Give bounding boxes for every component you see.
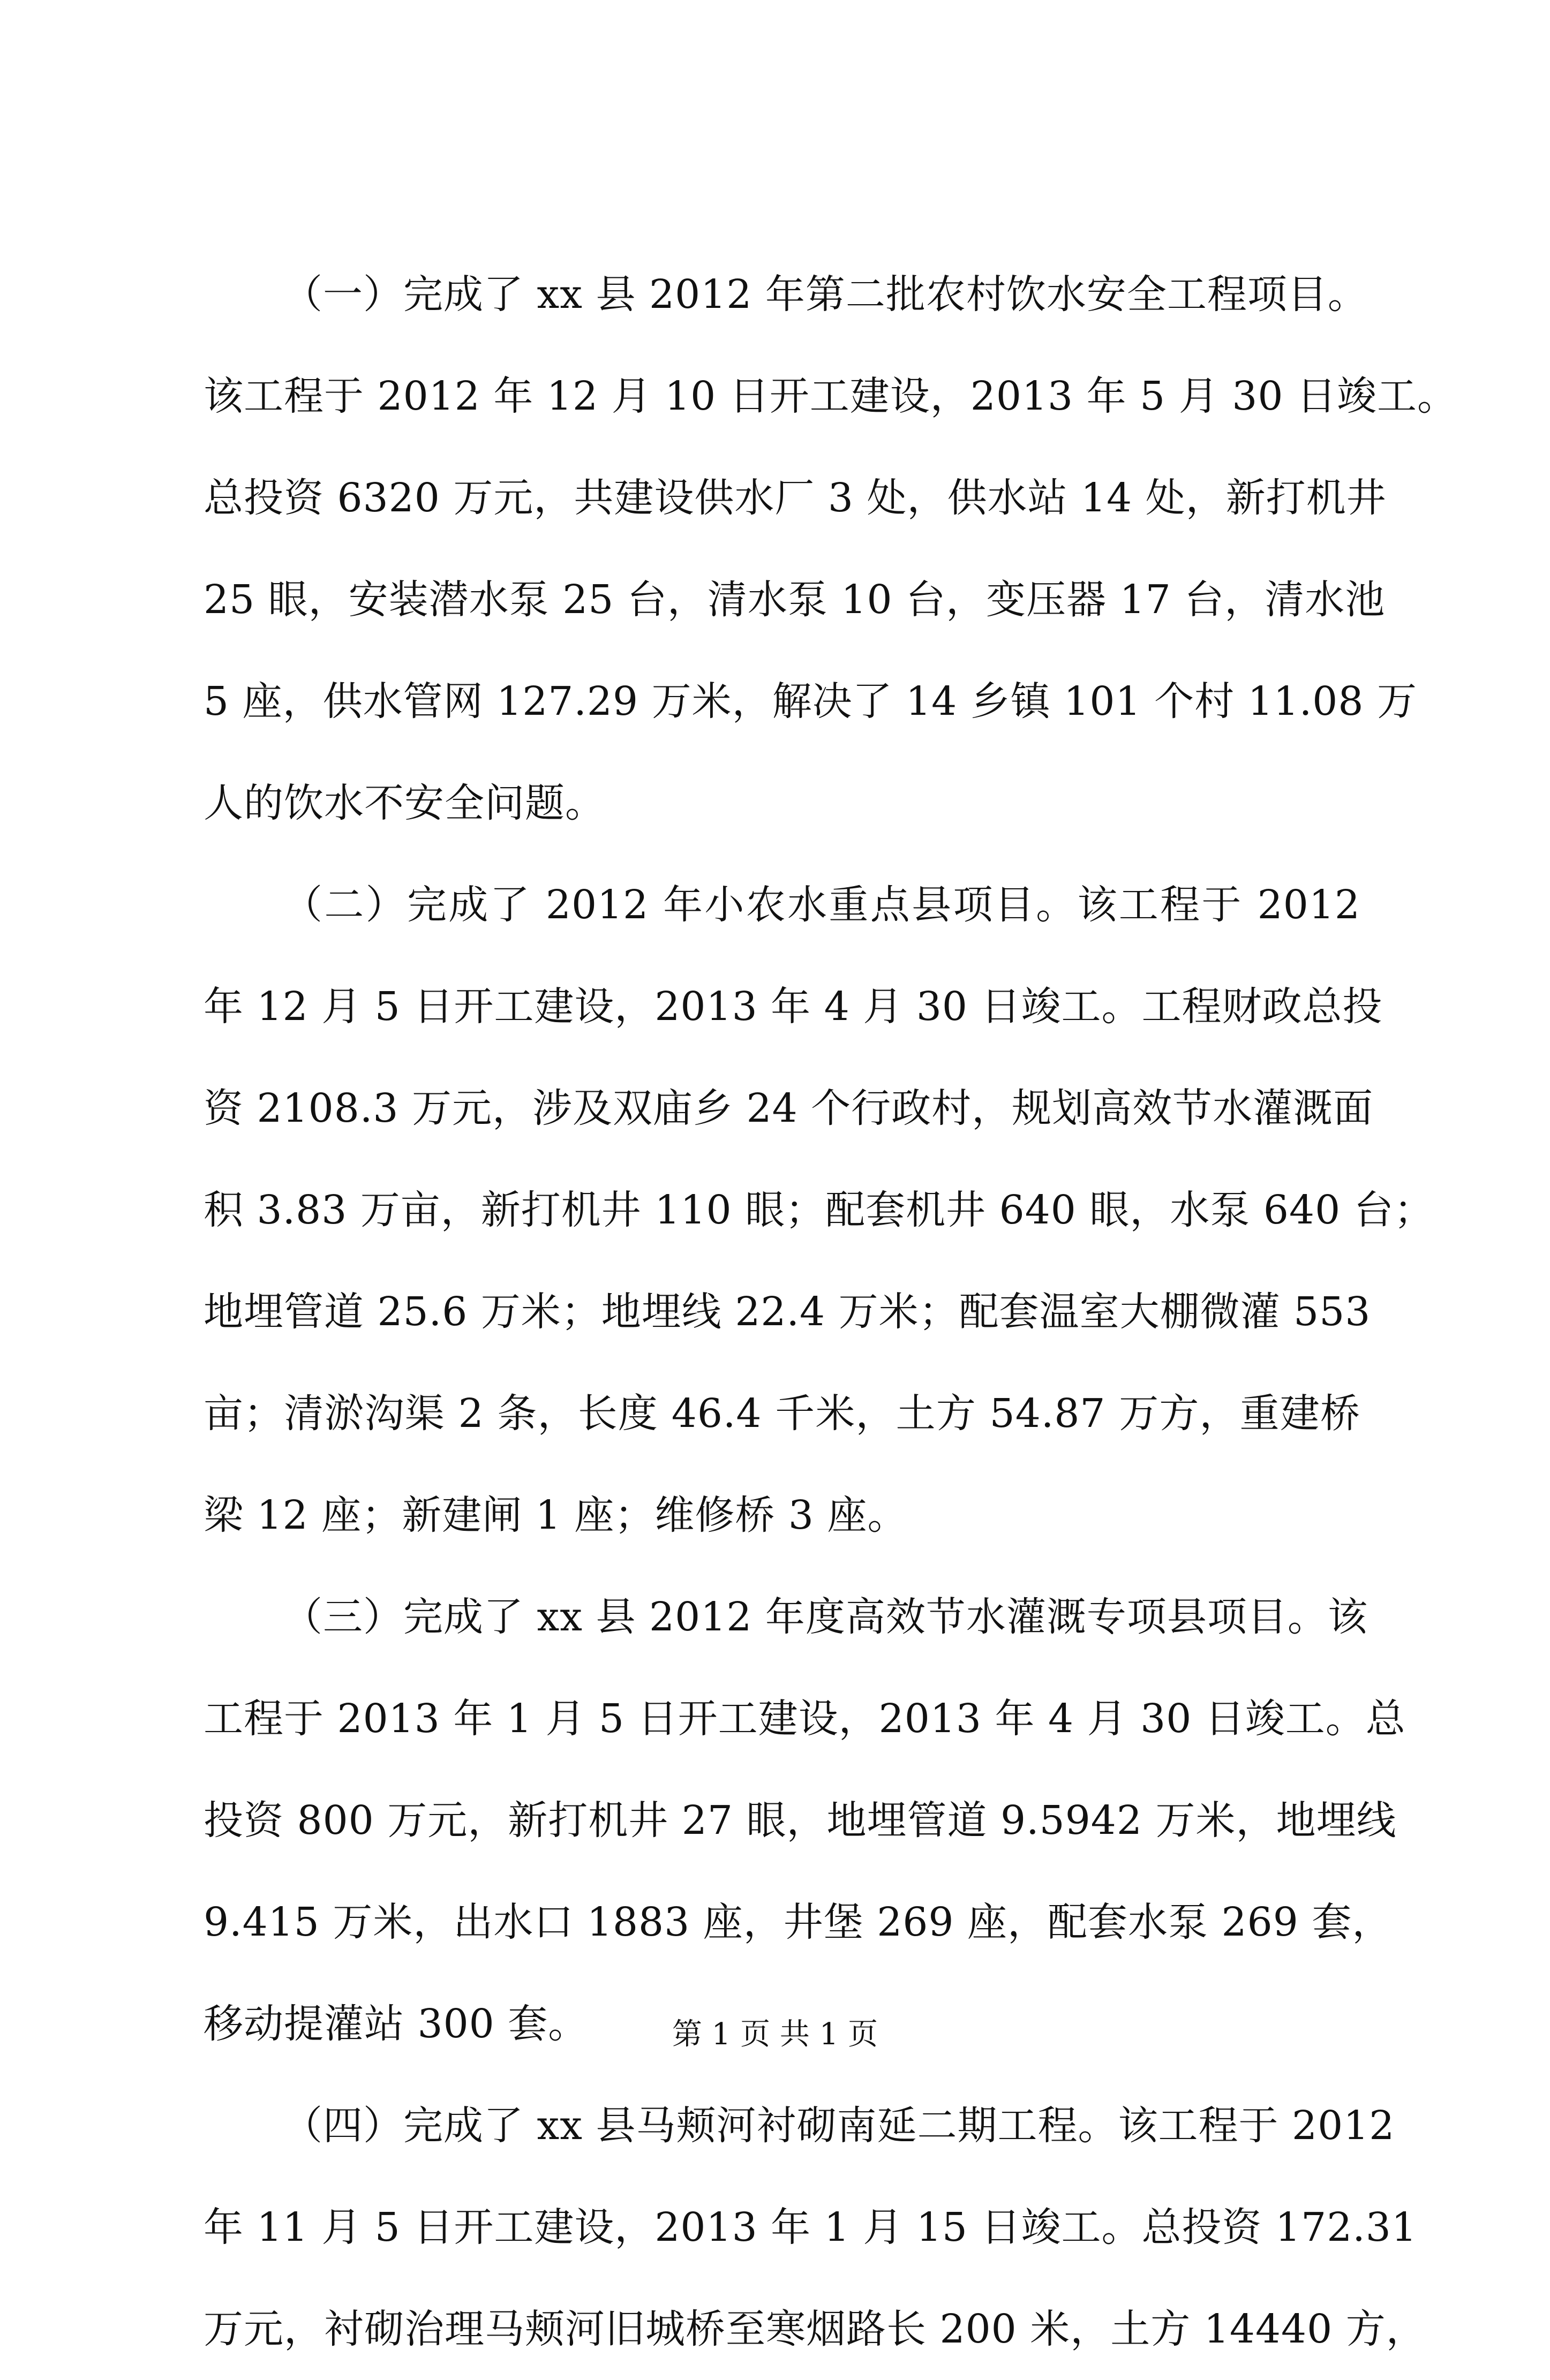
paragraph-2-line-6: 亩；清淤沟渠 2 条，长度 46.4 千米，土方 54.87 万方，重建桥 — [204, 1391, 1360, 1437]
paragraph-2-line-1: （二）完成了 2012 年小农水重点县项目。该工程于 2012 — [283, 882, 1360, 928]
paragraph-1-line-1: （一）完成了 xx 县 2012 年第二批农村饮水安全工程项目。 — [283, 271, 1368, 318]
paragraph-2-line-4: 积 3.83 万亩，新打机井 110 眼；配套机井 640 眼，水泵 640 台； — [204, 1187, 1434, 1233]
paragraph-1-line-6: 人的饮水不安全问题。 — [204, 780, 605, 826]
paragraph-2-line-2: 年 12 月 5 日开工建设，2013 年 4 月 30 日竣工。工程财政总投 — [204, 984, 1383, 1030]
paragraph-2-line-5: 地埋管道 25.6 万米；地埋线 22.4 万米；配套温室大棚微灌 553 — [204, 1289, 1371, 1335]
page-footer — [0, 2013, 1550, 2056]
paragraph-1-line-2: 该工程于 2012 年 12 月 10 日开工建设，2013 年 5 月 30 日竣工。 — [204, 373, 1457, 419]
paragraph-4-line-3: 万元，衬砌治理马颊河旧城桥至寒烟路长 200 米，土方 14440 方， — [204, 2306, 1426, 2352]
paragraph-3-line-1: （三）完成了 xx 县 2012 年度高效节水灌溉专项县项目。该 — [283, 1594, 1368, 1640]
paragraph-3-line-4: 9.415 万米，出水口 1883 座，井堡 269 座，配套水泵 269 套， — [204, 1899, 1393, 1945]
paragraph-3-line-5: 移动提灌站 300 套。 — [204, 2001, 589, 2047]
paragraph-4-line-1: （四）完成了 xx 县马颊河衬砌南延二期工程。该工程于 2012 — [283, 2103, 1395, 2149]
paragraph-2-line-7: 梁 12 座；新建闸 1 座；维修桥 3 座。 — [204, 1492, 908, 1538]
paragraph-3-line-2: 工程于 2013 年 1 月 5 日开工建设，2013 年 4 月 30 日竣工。总 — [204, 1696, 1406, 1742]
paragraph-1-line-3: 总投资 6320 万元，共建设供水厂 3 处，供水站 14 处，新打机井 — [204, 475, 1387, 521]
paragraph-1-line-5: 5 座，供水管网 127.29 万米，解决了 14 乡镇 101 个村 11.08 万 — [204, 678, 1417, 724]
page-number-label: 第 1 页 共 1 页 — [672, 2017, 878, 2052]
paragraph-4-line-2: 年 11 月 5 日开工建设，2013 年 1 月 15 日竣工。总投资 172.31 — [204, 2204, 1417, 2250]
paragraph-1-line-4: 25 眼，安装潜水泵 25 台，清水泵 10 台，变压器 17 台，清水池 — [204, 577, 1386, 623]
paragraph-2-line-3: 资 2108.3 万元，涉及双庙乡 24 个行政村，规划高效节水灌溉面 — [204, 1085, 1374, 1131]
paragraph-3-line-3: 投资 800 万元，新打机井 27 眼，地埋管道 9.5942 万米，地埋线 — [204, 1797, 1397, 1843]
document-body — [204, 244, 1457, 2380]
